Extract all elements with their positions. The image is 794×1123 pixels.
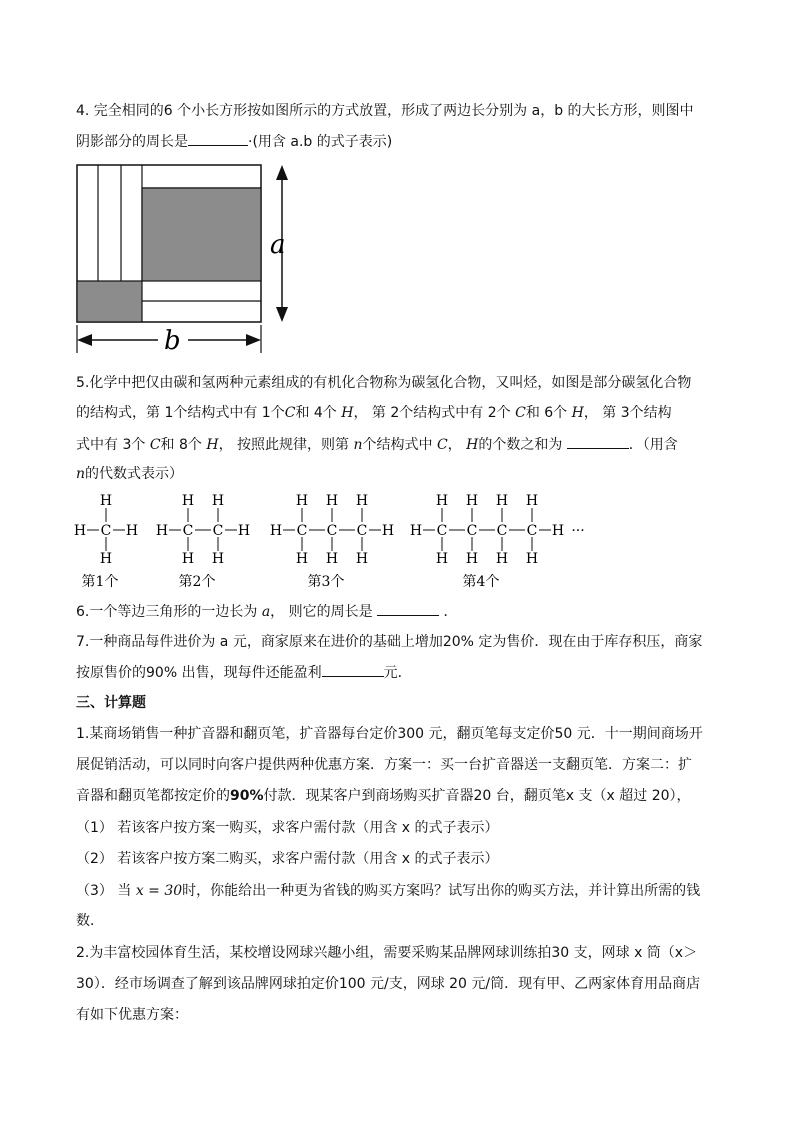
q4-line-1: 4. 完全相同的6 个小长方形按如图所示的方式放置，形成了两边长分别为 a，b 的大长方形，则图中 xyxy=(76,103,694,119)
q6-text: 6.一个等边三角形的一边长为 xyxy=(76,604,258,620)
carbon-atom: C xyxy=(100,523,112,539)
q5-line-1: 5.化学中把仅由碳和氢两种元素组成的有机化合物称为碳氢化合物，又叫烃，如图是部分碳氢化合物 xyxy=(76,375,692,391)
hydrogen-atom: H xyxy=(181,551,195,567)
label-b: b xyxy=(164,326,181,356)
c1-sub-1: （1） 若该客户按方案一购买，求客户需付款（用含 x 的式子表示） xyxy=(76,820,499,836)
hydrogen-atom: H xyxy=(295,551,309,567)
var-n: n xyxy=(353,437,363,453)
hydrogen-atom: H xyxy=(355,493,369,509)
hydrogen-atom: H xyxy=(495,493,509,509)
hydrogen-atom: H xyxy=(99,551,113,567)
structure-caption: 第4个 xyxy=(462,574,500,590)
c2-line-2: 30）．经市场调查了解到该品牌网球拍定价100 元/支，网球 20 元/筒．现有甲、乙两家体育用品商店 xyxy=(76,976,701,992)
structure-caption: 第2个 xyxy=(178,574,216,590)
c1-text: 付款．现某客户到商场购买扩音器20 台，翻页笔x 支（x 超过 20）， xyxy=(263,788,691,804)
var-n: n xyxy=(76,466,86,482)
q5-text: ， xyxy=(447,437,462,453)
hydrogen-atom: H xyxy=(99,493,113,509)
carbon-atom: C xyxy=(296,523,308,539)
structure-caption: 第3个 xyxy=(307,574,345,590)
label-a: a xyxy=(270,230,286,260)
c2-line-3: 有如下优惠方案： xyxy=(76,1007,188,1023)
carbon-atom: C xyxy=(356,523,368,539)
q5-text: ．（用含 xyxy=(628,437,678,453)
q7-text: 按原售价的90% 出售，现每件还能盈利 xyxy=(76,665,322,681)
math-expression: x = 30 xyxy=(135,883,183,899)
answer-blank[interactable] xyxy=(377,601,439,616)
q5-text: 个结构式中 xyxy=(362,437,433,453)
shaded-region-small xyxy=(77,281,142,322)
section-title: 三、计算题 xyxy=(76,695,146,711)
q5-line-2 xyxy=(76,403,672,423)
carbon-atom: C xyxy=(526,523,538,539)
hydrogen-atom: H xyxy=(295,493,309,509)
q4-prefix: 阴影部分的周长是 xyxy=(76,134,188,150)
q7-line-2 xyxy=(76,662,412,683)
q4-line-2 xyxy=(76,131,392,152)
hydrogen-atom: H xyxy=(465,493,479,509)
q7-line-1: 7.一种商品每件进价为 a 元，商家原来在进价的基础上增加20% 定为售价．现在由于库存积压，商家 xyxy=(76,634,703,650)
hydrogen-atom: H xyxy=(269,523,283,539)
q5-text: 的结构式，第 1个结构式中有 1个 xyxy=(76,405,285,421)
hydrogen-atom: H xyxy=(435,493,449,509)
structure-caption: 第1个 xyxy=(81,574,119,590)
c1-line-3 xyxy=(76,786,691,806)
hydrogen-atom: H xyxy=(525,551,539,567)
q5-text: 和 4个 xyxy=(295,405,337,421)
var-c: C xyxy=(284,405,296,421)
hydrogen-atom: H xyxy=(435,551,449,567)
hydrogen-atom: H xyxy=(409,523,423,539)
carbon-atom: C xyxy=(496,523,508,539)
var-c: C xyxy=(149,437,161,453)
q6-text: ． xyxy=(443,604,458,620)
c1-line-1: 1.某商场销售一种扩音器和翻页笔，扩音器每台定价300 元，翻页笔每支定价50 元．十一期间商场开 xyxy=(76,726,703,742)
hydrogen-atom: H xyxy=(155,523,169,539)
q5-text: ， 第 3个结构 xyxy=(583,405,672,421)
var-h: H xyxy=(466,437,479,453)
var-h: H xyxy=(571,405,584,421)
var-c: C xyxy=(515,405,526,421)
c1-sub-3-cont: 数． xyxy=(76,913,104,929)
c2-line-1: 2.为丰富校园体育生活，某校增设网球兴趣小组，需要采购某品牌网球训练拍30 支，网球 x 筒（x＞ xyxy=(76,945,698,961)
c1-line-2: 展促销活动，可以同时向客户提供两种优惠方案．方案一：买一台扩音器送一支翻页笔．方案二：扩 xyxy=(76,757,692,773)
answer-blank[interactable] xyxy=(188,131,248,146)
hydrogen-atom: H xyxy=(181,493,195,509)
hydrogen-atom: H xyxy=(495,551,509,567)
hydrogen-atom: H xyxy=(551,523,565,539)
hydrogen-atom: H xyxy=(381,523,395,539)
answer-blank[interactable] xyxy=(322,662,384,677)
hydrogen-atom: H xyxy=(465,551,479,567)
c1-text: 音器和翻页笔都按定价的 xyxy=(76,788,230,804)
c1-text: （3） 当 xyxy=(76,883,132,899)
var-a: a xyxy=(261,604,271,620)
q5-text: 和 8个 xyxy=(160,437,202,453)
q6-text: ， 则它的周长是 xyxy=(270,604,373,620)
carbon-atom: C xyxy=(182,523,194,539)
q4-suffix: ·(用含 a.b 的式子表示) xyxy=(248,134,393,150)
hydrogen-atom: H xyxy=(325,493,339,509)
c1-text: 90% xyxy=(230,788,264,804)
c1-sub-3 xyxy=(76,881,700,901)
hydrogen-atom: H xyxy=(525,493,539,509)
q6-line xyxy=(76,601,458,622)
q5-line-3 xyxy=(76,434,678,455)
var-h: H xyxy=(341,405,354,421)
q5-text: 式中有 3个 xyxy=(76,437,146,453)
q5-text: 的个数之和为 xyxy=(478,437,563,453)
q5-text: 的代数式表示） xyxy=(85,466,184,482)
rectangle-figure xyxy=(70,158,300,358)
hydrogen-atom: H xyxy=(355,551,369,567)
carbon-atom: C xyxy=(436,523,448,539)
shaded-region-large xyxy=(142,188,261,281)
carbon-atom: C xyxy=(466,523,478,539)
answer-blank[interactable] xyxy=(567,434,629,449)
hydrogen-atom: H xyxy=(211,493,225,509)
var-h: H xyxy=(206,437,219,453)
q7-text: 元． xyxy=(383,665,412,681)
hydrogen-atom: H xyxy=(211,551,225,567)
hydrogen-atom: H xyxy=(125,523,139,539)
q5-text: 和 6个 xyxy=(525,405,568,421)
carbon-atom: C xyxy=(212,523,224,539)
carbon-atom: C xyxy=(326,523,338,539)
var-c: C xyxy=(436,437,448,453)
c1-sub-2: （2） 若该客户按方案二购买，求客户需付款（用含 x 的式子表示） xyxy=(76,851,499,867)
ellipsis: ··· xyxy=(571,523,585,539)
q5-text: ， 第 2个结构式中有 2个 xyxy=(353,405,511,421)
hydrogen-atom: H xyxy=(237,523,251,539)
c1-text: 时，你能给出一种更为省钱的购买方案吗？试写出你的购买方法，并计算出所需的钱 xyxy=(182,883,701,899)
hydrogen-atom: H xyxy=(73,523,87,539)
structural-formulas xyxy=(70,490,630,595)
q5-text: ， 按照此规律，则第 xyxy=(218,437,350,453)
hydrogen-atom: H xyxy=(325,551,339,567)
q5-line-4 xyxy=(76,464,183,484)
